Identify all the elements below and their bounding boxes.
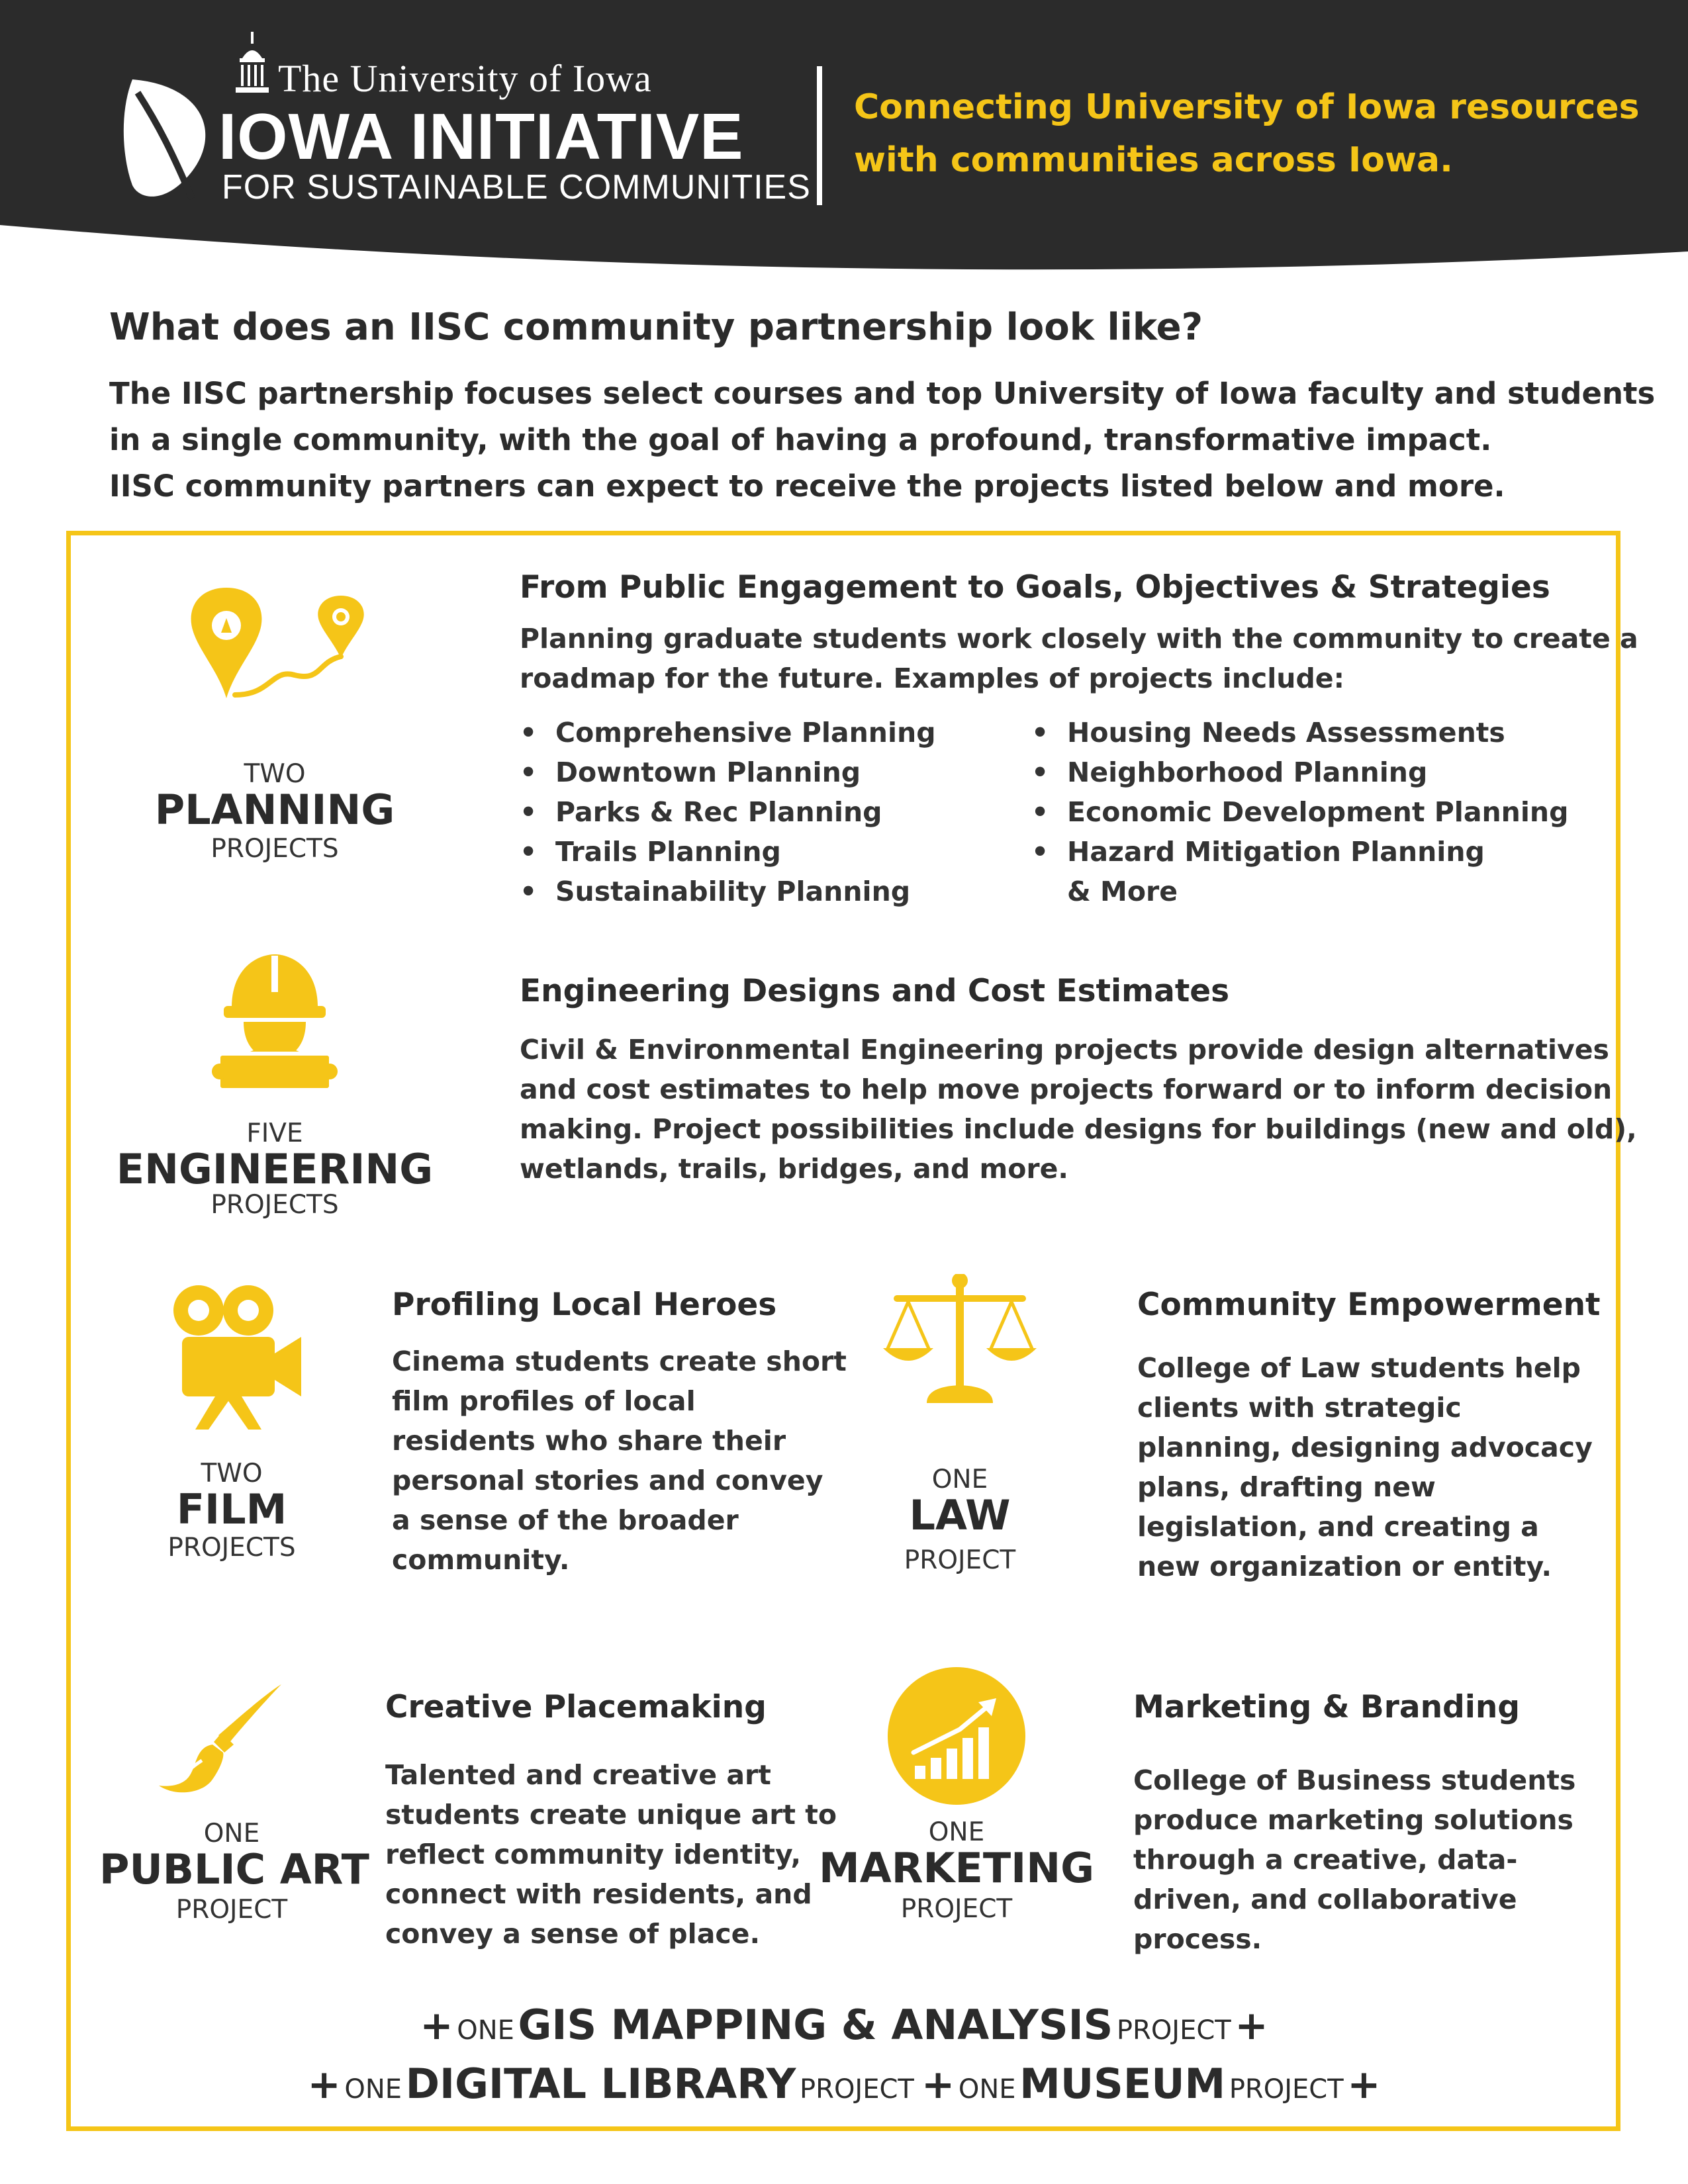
film-title: Profiling Local Heroes <box>392 1287 777 1323</box>
film-camera-icon <box>169 1281 308 1433</box>
engineering-desc-2: and cost estimates to help move projects forward or to inform decision <box>520 1073 1613 1105</box>
leaf-logo-icon <box>119 73 225 205</box>
page-title: What does an IISC community partnership look like? <box>109 306 1203 349</box>
list-item: • Comprehensive Planning <box>520 717 936 749</box>
planning-list-left <box>520 713 936 911</box>
engineering-count: FIVE <box>246 1118 303 1148</box>
public-art-unit: PROJECT <box>175 1895 288 1925</box>
marketing-title: Marketing & Branding <box>1133 1689 1520 1725</box>
engineering-desc-3: making. Project possibilities include designs for buildings (new and old), <box>520 1113 1637 1145</box>
extra-projects-line2: + ONE DIGITAL LIBRARY PROJECT + ONE MUSEUM PROJECT + <box>307 2060 1381 2108</box>
film-name: FILM <box>176 1485 287 1533</box>
planning-name: PLANNING <box>154 786 395 834</box>
public-art-desc-1: Talented and creative art <box>385 1759 771 1791</box>
film-desc-2: film profiles of local <box>392 1385 696 1417</box>
planning-count: TWO <box>244 759 306 789</box>
engineer-icon <box>205 948 344 1093</box>
planning-unit: PROJECTS <box>211 834 339 864</box>
law-count: ONE <box>931 1465 988 1494</box>
planning-desc-line2: roadmap for the future. Examples of projects include: <box>520 662 1344 694</box>
paintbrush-icon <box>156 1681 288 1800</box>
tagline-line2: with communities across Iowa. <box>854 140 1453 180</box>
list-item: • Sustainability Planning <box>520 876 911 907</box>
list-item: • Economic Development Planning <box>1031 796 1569 828</box>
law-title: Community Empowerment <box>1137 1287 1601 1323</box>
law-name: LAW <box>909 1491 1011 1539</box>
law-desc-6: new organization or entity. <box>1137 1551 1552 1582</box>
intro-line1: The IISC partnership focuses select courses and top University of Iowa faculty and students <box>109 376 1656 411</box>
marketing-desc-2: produce marketing solutions <box>1133 1804 1573 1836</box>
film-desc-6: community. <box>392 1544 570 1576</box>
marketing-desc-1: College of Business students <box>1133 1764 1576 1796</box>
film-desc-3: residents who share their <box>392 1425 786 1457</box>
marketing-desc-4: driven, and collaborative <box>1133 1884 1517 1915</box>
planning-list-right <box>1031 713 1568 911</box>
marketing-desc-3: through a creative, data- <box>1133 1844 1518 1876</box>
law-desc-1: College of Law students help <box>1137 1352 1581 1384</box>
list-item: & More <box>1067 876 1178 907</box>
scales-icon <box>880 1274 1039 1406</box>
engineering-desc-4: wetlands, trails, bridges, and more. <box>520 1153 1068 1185</box>
tagline-line1: Connecting University of Iowa resources <box>854 87 1640 127</box>
law-desc-5: legislation, and creating a <box>1137 1511 1539 1543</box>
public-art-desc-3: reflect community identity, <box>385 1839 802 1870</box>
planning-title: From Public Engagement to Goals, Objectives & Strategies <box>520 569 1550 606</box>
marketing-name: MARKETING <box>819 1844 1094 1892</box>
initiative-subtitle: FOR SUSTAINABLE COMMUNITIES <box>222 168 811 206</box>
intro-line2: in a single community, with the goal of having a profound, transformative impact. <box>109 422 1492 457</box>
law-unit: PROJECT <box>904 1545 1016 1575</box>
extra-projects-line1: + ONE GIS MAPPING & ANALYSIS PROJECT + <box>420 2001 1268 2049</box>
public-art-count: ONE <box>203 1819 260 1848</box>
public-art-title: Creative Placemaking <box>385 1689 767 1725</box>
marketing-count: ONE <box>928 1817 985 1847</box>
list-item: • Downtown Planning <box>520 756 861 788</box>
list-item: • Housing Needs Assessments <box>1031 717 1505 749</box>
marketing-desc-5: process. <box>1133 1923 1262 1955</box>
law-desc-2: clients with strategic <box>1137 1392 1462 1424</box>
engineering-title: Engineering Designs and Cost Estimates <box>520 973 1230 1009</box>
engineering-unit: PROJECTS <box>211 1190 339 1220</box>
list-item: • Trails Planning <box>520 836 781 868</box>
public-art-desc-4: connect with residents, and <box>385 1878 812 1910</box>
old-capitol-icon <box>233 32 271 98</box>
list-item: • Parks & Rec Planning <box>520 796 882 828</box>
film-desc-5: a sense of the broader <box>392 1504 739 1536</box>
header-divider <box>817 66 822 205</box>
film-desc-4: personal stories and convey <box>392 1465 823 1496</box>
public-art-desc-5: convey a sense of place. <box>385 1918 761 1950</box>
marketing-unit: PROJECT <box>900 1894 1013 1924</box>
film-desc-1: Cinema students create short <box>392 1345 847 1377</box>
initiative-name: IOWA INITIATIVE <box>218 100 744 173</box>
engineering-name: ENGINEERING <box>116 1145 434 1193</box>
growth-chart-icon <box>887 1666 1026 1805</box>
law-desc-4: plans, drafting new <box>1137 1471 1436 1503</box>
list-item: • Neighborhood Planning <box>1031 756 1428 788</box>
law-desc-3: planning, designing advocacy <box>1137 1432 1593 1463</box>
film-count: TWO <box>201 1459 263 1488</box>
university-name: The University of Iowa <box>278 57 652 100</box>
engineering-desc-1: Civil & Environmental Engineering projects provide design alternatives <box>520 1034 1609 1066</box>
list-item: • Hazard Mitigation Planning <box>1031 836 1485 868</box>
planning-desc-line1: Planning graduate students work closely with the community to create a <box>520 623 1638 655</box>
film-unit: PROJECTS <box>167 1533 296 1563</box>
map-route-icon <box>179 582 377 728</box>
intro-line3: IISC community partners can expect to receive the projects listed below and more. <box>109 469 1505 504</box>
public-art-name: PUBLIC ART <box>99 1845 369 1893</box>
public-art-desc-2: students create unique art to <box>385 1799 837 1831</box>
